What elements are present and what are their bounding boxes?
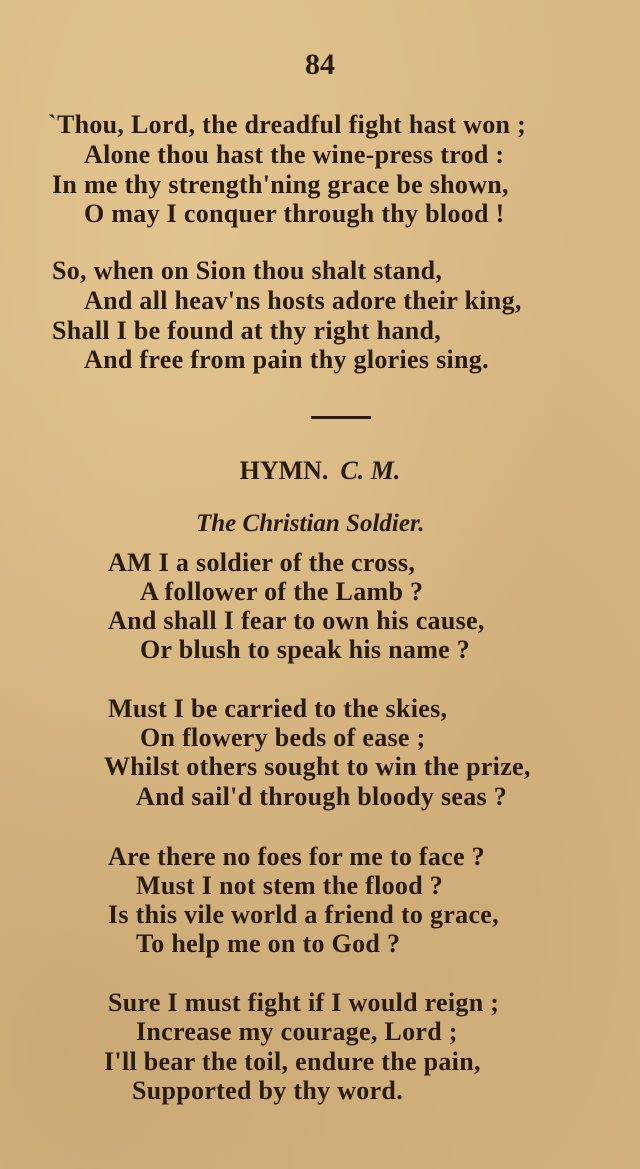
hymn-line: On flowery beds of ease ;	[140, 723, 426, 752]
stanza-line: In me thy strength'ning grace be shown,	[52, 170, 509, 199]
stanza-line: Shall I be found at thy right hand,	[52, 316, 442, 345]
hymn-line: Or blush to speak his name ?	[140, 635, 471, 664]
stanza-line: `Thou, Lord, the dreadful fight hast won ;	[48, 110, 527, 139]
stanza-line: Alone thou hast the wine-press trod :	[84, 140, 505, 169]
hymn-subtitle: The Christian Soldier.	[196, 510, 425, 537]
hymn-line: And sail'd through bloody seas ?	[136, 782, 508, 811]
stanza-line: So, when on Sion thou shalt stand,	[52, 256, 443, 285]
hymn-line: Supported by thy word.	[132, 1076, 403, 1105]
hymn-line: Increase my courage, Lord ;	[136, 1017, 458, 1046]
hymn-line: And shall I fear to own his cause,	[108, 606, 485, 635]
hymn-line: Sure I must fight if I would reign ;	[108, 988, 500, 1017]
hymn-line: Whilst others sought to win the prize,	[104, 752, 531, 781]
hymn-line: Must I not stem the flood ?	[136, 871, 444, 900]
stanza-line: O may I conquer through thy blood !	[84, 199, 505, 228]
hymn-meter: C. M.	[340, 456, 401, 485]
hymn-line: Must I be carried to the skies,	[108, 694, 448, 723]
hymn-line: A follower of the Lamb ?	[140, 577, 424, 606]
hymn-title: HYMN.	[239, 456, 329, 485]
hymn-line: I'll bear the toil, endure the pain,	[104, 1047, 481, 1076]
hymn-heading	[0, 456, 640, 486]
hymn-line: Is this vile world a friend to grace,	[108, 900, 499, 929]
page-number: 84	[305, 48, 335, 81]
hymn-line: AM I a soldier of the cross,	[108, 548, 416, 577]
stanza-line: And all heav'ns hosts adore their king,	[84, 286, 522, 315]
stanza-line: And free from pain thy glories sing.	[84, 345, 489, 374]
hymn-line: Are there no foes for me to face ?	[108, 842, 485, 871]
hymn-line: To help me on to God ?	[136, 929, 401, 958]
section-divider	[311, 416, 371, 419]
